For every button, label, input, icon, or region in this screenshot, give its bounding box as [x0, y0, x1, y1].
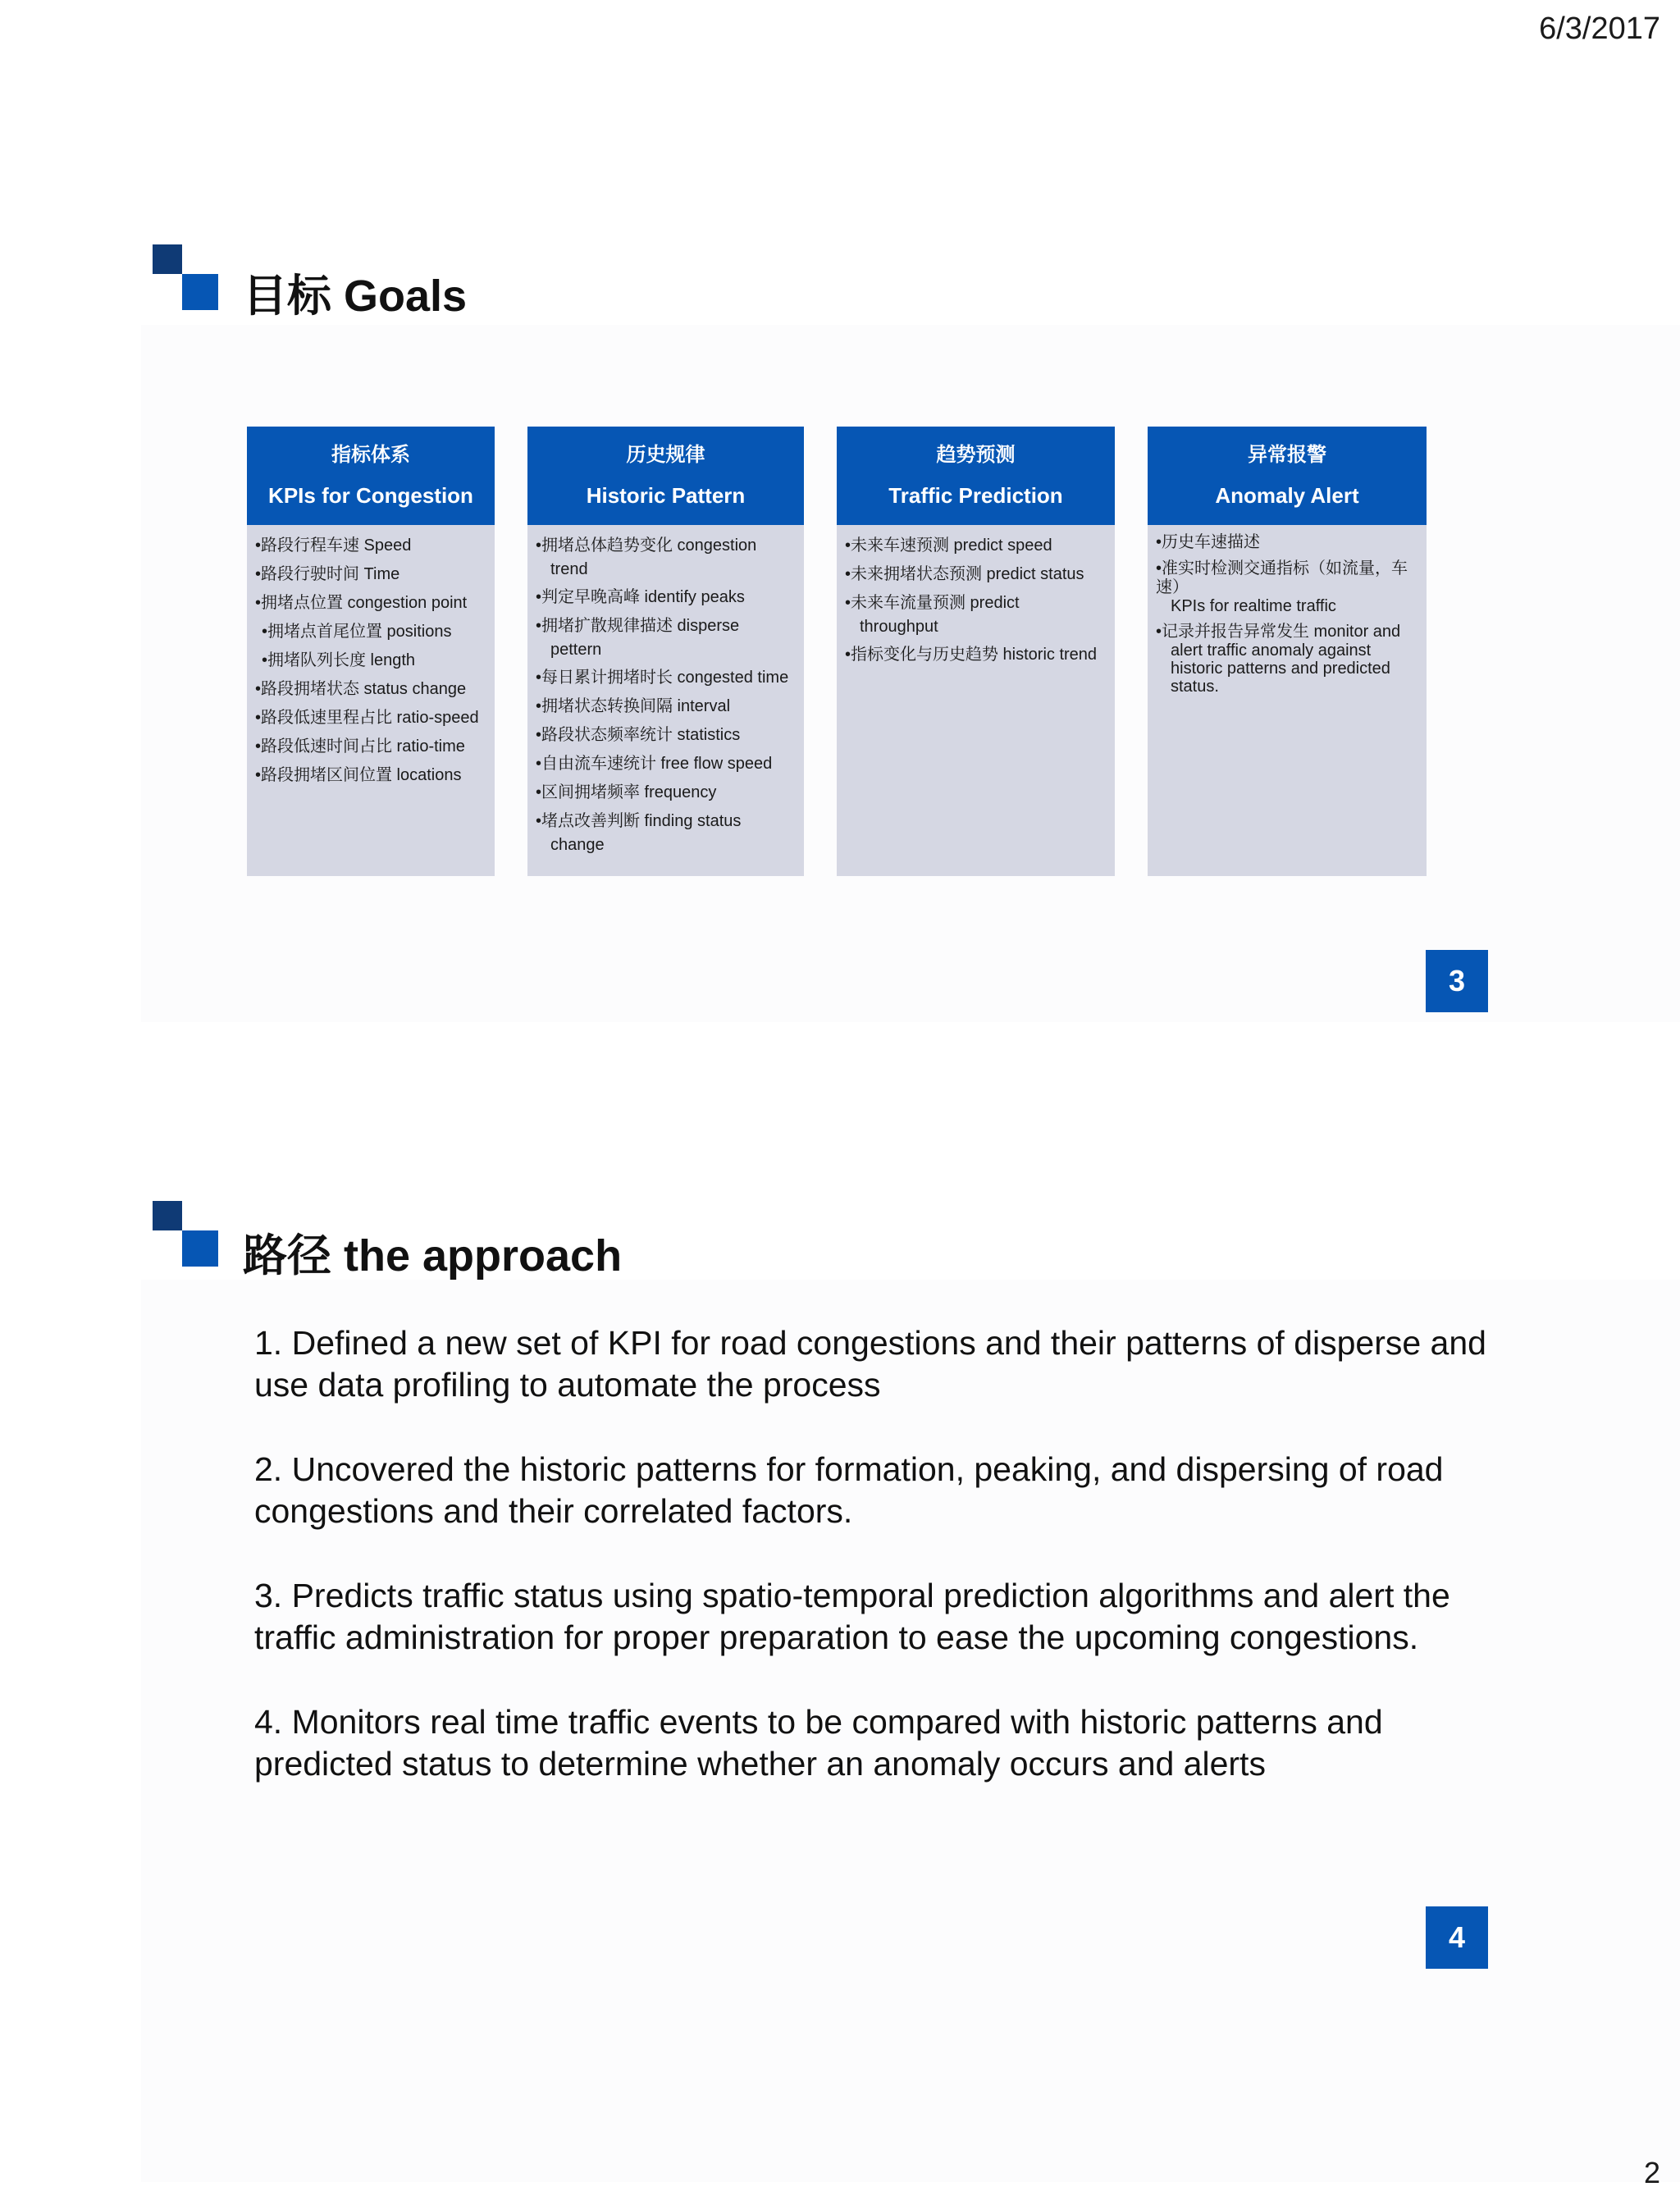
list-item-text: •未来车流量预测 predict: [845, 594, 1020, 612]
goal-card-list: [527, 525, 804, 856]
slide-title-goals: 目标 Goals: [243, 272, 468, 321]
list-item: •拥堵点首尾位置 positions: [262, 623, 452, 641]
list-item-text: •堵点改善判断 finding status: [536, 812, 742, 830]
list-item-text: •拥堵扩散规律描述 disperse: [536, 617, 740, 635]
list-item: •未来拥堵状态预测 predict status: [845, 565, 1084, 583]
goal-card-header: [527, 427, 804, 525]
list-item: [536, 614, 796, 661]
list-item: •路段拥堵区间位置 locations: [255, 766, 462, 784]
goal-card-header: [837, 427, 1115, 525]
goal-card-anomaly: [1148, 427, 1427, 876]
list-item: •历史车速描述: [1156, 533, 1261, 551]
goal-card-list: [1148, 525, 1427, 696]
goal-card-title-en: Anomaly Alert: [1215, 483, 1359, 508]
list-item: •路段行驶时间 Time: [255, 565, 400, 583]
goal-card-kpis: [247, 427, 495, 876]
list-item: [536, 533, 796, 581]
goal-card-title-cn: 历史规律: [626, 444, 705, 466]
goal-card-prediction: [837, 427, 1115, 876]
slide-title-approach: 路径 the approach: [243, 1231, 623, 1281]
title-squares-icon: [153, 1201, 218, 1267]
approach-point: 1. Defined a new set of KPI for road congestions and their patterns of disperse and use data profiling to automate the process: [254, 1324, 1486, 1404]
list-item: •路段低速里程占比 ratio-speed: [255, 709, 479, 727]
goal-card-title-cn: 指标体系: [331, 444, 410, 466]
list-item-text: •拥堵总体趋势变化 congestion: [536, 536, 757, 555]
list-item-wrap: throughput: [860, 618, 938, 636]
goal-card-list: [247, 525, 495, 788]
goal-card-title-en: Traffic Prediction: [888, 483, 1063, 508]
list-item: •每日累计拥堵时长 congested time: [536, 669, 789, 687]
list-item-wrap: alert traffic anomaly against historic patterns and predicted status.: [1171, 641, 1390, 696]
list-item: •指标变化与历史趋势 historic trend: [845, 646, 1098, 664]
list-item: •自由流车速统计 free flow speed: [536, 755, 773, 773]
list-item: •路段行程车速 Speed: [255, 536, 412, 555]
list-item: [845, 591, 1107, 638]
goal-card-historic: [527, 427, 804, 876]
approach-point: 4. Monitors real time traffic events to be compared with historic patterns and predicted status to determine whether an anomaly occurs and alerts: [254, 1703, 1383, 1783]
list-item: •区间拥堵频率 frequency: [536, 783, 717, 801]
list-item: •未来车速预测 predict speed: [845, 536, 1052, 555]
print-date: 6/3/2017: [1539, 11, 1660, 46]
approach-list: [254, 1322, 1501, 1828]
list-item: [1156, 623, 1418, 696]
list-item-wrap: change: [550, 836, 605, 854]
page-number: 2: [1643, 2156, 1660, 2189]
list-item-wrap: KPIs for realtime traffic: [1171, 597, 1336, 615]
list-item: •拥堵队列长度 length: [262, 651, 416, 669]
list-item: •拥堵状态转换间隔 interval: [536, 697, 731, 715]
goal-card-list: [837, 525, 1115, 667]
goal-card-title-cn: 异常报警: [1248, 444, 1326, 466]
goal-card-header: [1148, 427, 1427, 525]
slide-number-badge: 3: [1426, 950, 1488, 1012]
approach-point: 3. Predicts traffic status using spatio-temporal prediction algorithms and alert the traffic administration for proper preparation to ease the upcoming congestions.: [254, 1577, 1450, 1656]
list-item: •路段状态频率统计 statistics: [536, 726, 741, 744]
title-squares-icon: [153, 244, 218, 310]
list-item: [536, 809, 796, 856]
slide-number-badge: 4: [1426, 1906, 1488, 1969]
goal-card-header: [247, 427, 495, 525]
list-item: •判定早晚高峰 identify peaks: [536, 588, 745, 606]
list-item-wrap: pettern: [550, 641, 602, 659]
list-item-text: •记录并报告异常发生 monitor and: [1156, 623, 1401, 641]
list-item: •路段低速时间占比 ratio-time: [255, 737, 465, 756]
list-item: •拥堵点位置 congestion point: [255, 594, 468, 612]
approach-point: 2. Uncovered the historic patterns for formation, peaking, and dispersing of road congestions and their correlated factors.: [254, 1450, 1444, 1530]
list-item-wrap: trend: [550, 560, 588, 578]
list-item: •路段拥堵状态 status change: [255, 680, 467, 698]
list-item: [1156, 559, 1418, 615]
goal-card-title-en: Historic Pattern: [586, 483, 746, 508]
goal-card-title-en: KPIs for Congestion: [268, 483, 473, 508]
goal-card-title-cn: 趋势预测: [936, 444, 1016, 466]
list-item-text: •准实时检测交通指标（如流量，车速）: [1156, 559, 1408, 596]
